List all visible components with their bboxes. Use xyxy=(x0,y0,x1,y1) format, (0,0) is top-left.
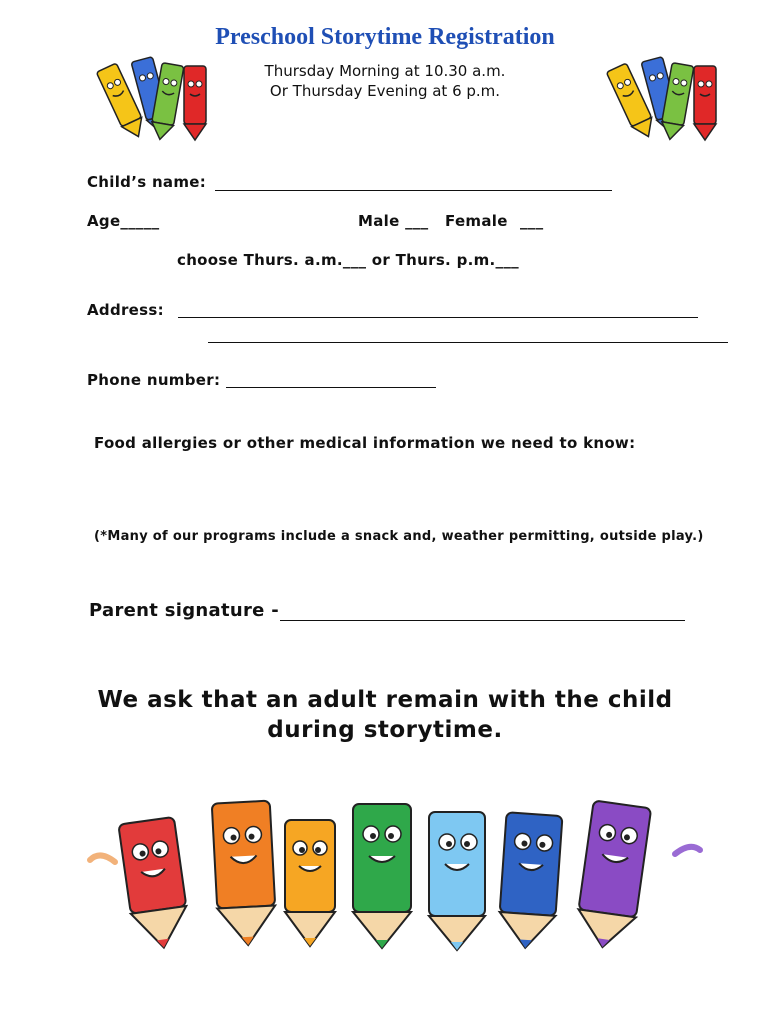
schedule-evening: Or Thursday Evening at 6 p.m. xyxy=(269,82,501,100)
child-name-label: Child’s name: xyxy=(87,173,207,191)
male-field[interactable]: Male ___ xyxy=(358,212,429,230)
crayons-left-illustration xyxy=(92,44,222,144)
signature-label: Parent signature - xyxy=(89,600,279,621)
phone-field[interactable] xyxy=(226,387,436,388)
crayons-right-illustration xyxy=(602,44,732,144)
age-field[interactable]: Age_____ xyxy=(87,212,160,230)
phone-label: Phone number: xyxy=(87,371,221,389)
pencil-friends-illustration xyxy=(85,790,705,955)
female-field[interactable]: ___ xyxy=(520,212,544,230)
snack-note: (*Many of our programs include a snack and, weather permitting, outside play.) xyxy=(94,529,704,544)
address-field-line1[interactable] xyxy=(178,317,698,318)
allergy-label: Food allergies or other medical information we need to know: xyxy=(94,434,636,452)
female-label: Female xyxy=(445,212,508,230)
child-name-field[interactable] xyxy=(215,190,612,191)
schedule-morning: Thursday Morning at 10.30 a.m. xyxy=(264,62,506,80)
page-title: Preschool Storytime Registration xyxy=(215,24,555,50)
adult-notice-line1: We ask that an adult remain with the child xyxy=(97,687,673,713)
signature-field[interactable] xyxy=(280,620,685,621)
address-label: Address: xyxy=(87,301,164,319)
adult-notice-line2: during storytime. xyxy=(267,717,503,743)
session-choice-field[interactable]: choose Thurs. a.m.___ or Thurs. p.m.___ xyxy=(177,251,519,269)
address-field-line2[interactable] xyxy=(208,342,728,343)
